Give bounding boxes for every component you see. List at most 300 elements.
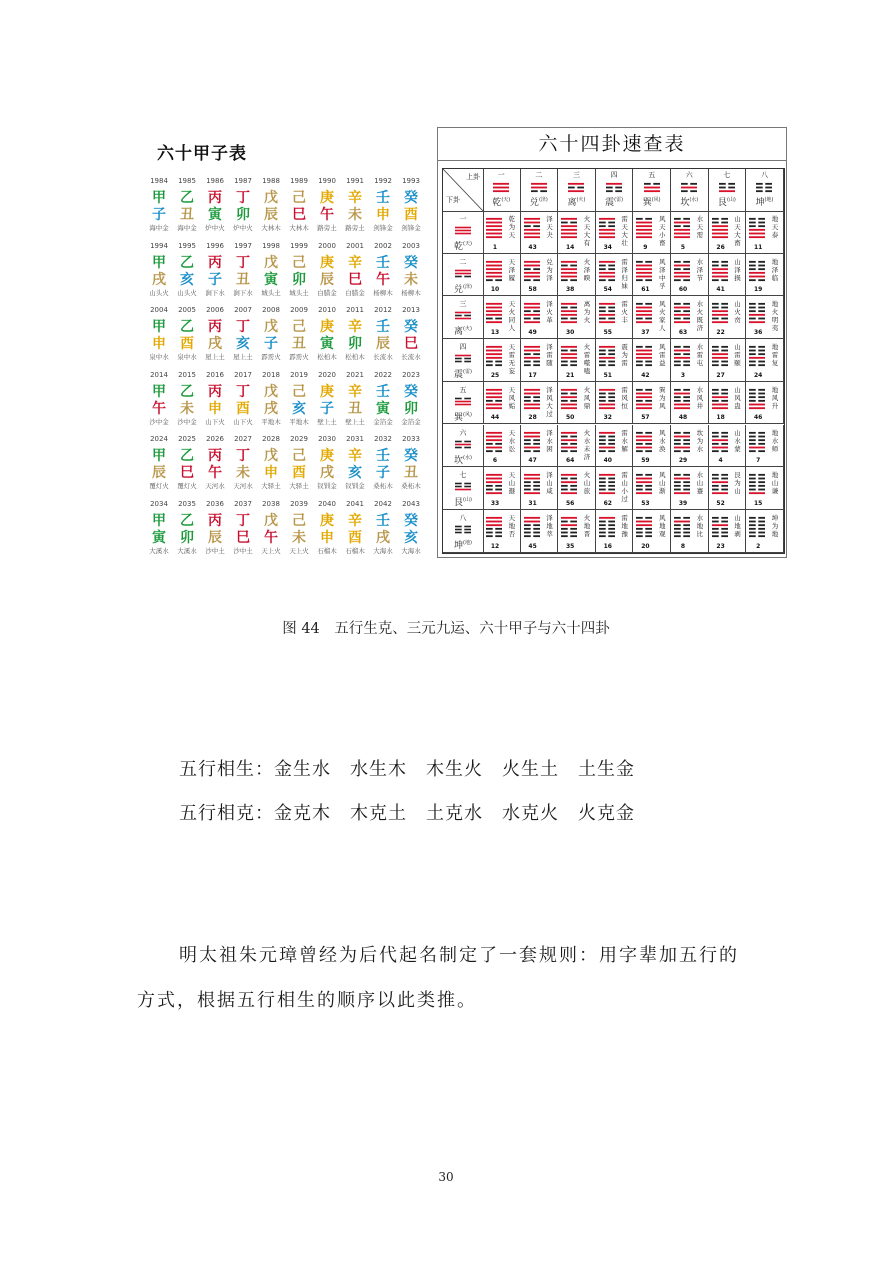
jiazi-cell	[285, 435, 313, 493]
hexagram-symbol	[636, 217, 652, 239]
jiazi-nayin: 天河水	[205, 482, 225, 491]
jiazi-zhi: 亥	[348, 465, 362, 482]
trigram-element: (地)	[463, 539, 472, 546]
jiazi-gan: 丙	[208, 319, 222, 336]
hexagram-cell	[521, 425, 559, 468]
hexagram-cell	[521, 467, 559, 510]
jiazi-year: 2011	[346, 306, 364, 315]
hexagram-name: 雷水解	[621, 428, 628, 453]
jiazi-cell	[341, 242, 369, 300]
jiazi-nayin: 平地木	[261, 417, 281, 426]
jiazi-nayin: 海中金	[177, 224, 197, 232]
hexagram-cell	[746, 296, 784, 339]
hexagram-cell	[483, 382, 521, 425]
jiazi-cell	[313, 306, 341, 364]
jiazi-nayin: 天上火	[289, 547, 309, 555]
trigram-symbol	[681, 182, 697, 194]
jiazi-year: 1998	[262, 241, 280, 250]
trigram-symbol	[644, 182, 660, 194]
hexagram-symbol	[561, 217, 577, 239]
jiazi-title: 六十甲子表	[157, 144, 247, 164]
trigram-name	[746, 195, 783, 208]
trigram-number: 一	[459, 215, 467, 223]
trigram-symbol	[531, 182, 547, 194]
trigram-name-text: 巽	[642, 198, 652, 208]
trigram-name: 震$^{(雷)}$	[454, 369, 472, 381]
jiazi-cell	[229, 242, 257, 300]
jiazi-zhi: 巳	[404, 336, 418, 353]
jiazi-cell	[173, 500, 201, 558]
hexagram-symbol	[636, 345, 652, 367]
jiazi-gan: 丙	[208, 448, 222, 465]
hexagram-number: 37	[641, 329, 650, 337]
hexagram-name: 地风升	[771, 385, 779, 410]
trigram-name: 离$^{(火)}$	[454, 326, 472, 338]
hexagram-number: 41	[716, 286, 725, 294]
jiazi-nayin: 大驿土	[261, 482, 281, 491]
jiazi-nayin: 剑锋金	[373, 224, 393, 232]
jiazi-year: 1987	[234, 177, 252, 185]
jiazi-nayin: 山下火	[205, 417, 225, 426]
hexagram-symbol	[674, 516, 690, 538]
trigram-symbol	[455, 440, 471, 452]
jiazi-cell	[369, 500, 397, 558]
jiazi-cell	[397, 306, 425, 364]
hexagram-cell	[596, 467, 634, 510]
hexagram-name: 风水涣	[658, 428, 666, 453]
hexagram-number: 18	[716, 414, 725, 422]
paragraph-line-1: 明太祖朱元璋曾经为后代起名制定了一套规则：用字辈加五行的	[179, 945, 739, 966]
hexagram-name: 水风井	[696, 385, 704, 410]
hexagram-cell	[671, 425, 709, 468]
jiazi-cell	[201, 371, 229, 429]
hexagram-cell	[596, 254, 634, 297]
hexagram-name: 泽火革	[546, 300, 553, 325]
hexagram-cell	[521, 339, 559, 382]
hexagram-number: 28	[528, 414, 537, 422]
hexagram-name: 水地比	[696, 513, 704, 538]
hexagram-cell	[558, 467, 596, 510]
hexagram-number: 59	[641, 457, 650, 465]
jiazi-nayin: 金箔金	[401, 417, 421, 426]
hexagram-number: 21	[566, 371, 575, 379]
jiazi-year: 1996	[206, 241, 224, 250]
hexagram-symbol	[561, 516, 577, 538]
hexagram-cell	[709, 296, 747, 339]
jiazi-cell	[201, 435, 229, 493]
upper-trigram-header	[521, 169, 559, 212]
hexagram-name: 泽地萃	[546, 513, 553, 538]
hexagram-symbol	[561, 302, 577, 324]
jiazi-cell	[257, 500, 285, 558]
trigram-name	[671, 195, 708, 208]
jiazi-gan: 壬	[376, 448, 390, 465]
hexagram-number: 32	[603, 414, 612, 422]
jiazi-year: 2031	[346, 435, 364, 444]
hexagram-number: 56	[566, 499, 575, 507]
hexagram-cell	[483, 425, 521, 468]
hexagram-number: 44	[490, 414, 500, 422]
jiazi-gan: 己	[292, 383, 306, 400]
jiazi-gan: 己	[292, 190, 306, 206]
jiazi-gan: 丙	[208, 383, 222, 400]
trigram-element: (风)	[463, 411, 472, 418]
jiazi-year: 2036	[206, 500, 224, 508]
hexagram-number: 9	[643, 243, 648, 251]
hexagram-name: 风雷益	[658, 343, 666, 368]
jiazi-cell	[397, 242, 425, 300]
hexagram-cell	[483, 510, 521, 553]
jiazi-nayin: 钗钏金	[345, 482, 365, 491]
jiazi-nayin: 覆灯火	[149, 482, 169, 491]
hexagram-name: 雷山小过	[621, 471, 628, 504]
jiazi-year: 2007	[234, 306, 252, 315]
hexagram-cell	[483, 211, 521, 254]
hexagram-symbol	[636, 516, 652, 538]
gua-table	[437, 127, 787, 558]
jiazi-zhi: 亥	[404, 530, 418, 546]
jiazi-cell	[397, 435, 425, 493]
hexagram-cell	[709, 425, 747, 468]
hexagram-name: 泽山咸	[546, 471, 553, 496]
hexagram-symbol	[749, 516, 765, 538]
trigram-name-text: 震	[605, 198, 615, 208]
trigram-symbol	[455, 354, 471, 366]
hexagram-cell	[671, 254, 709, 297]
hexagram-symbol	[674, 431, 690, 453]
hexagram-number: 4	[718, 457, 723, 465]
jiazi-nayin: 钗钏金	[317, 482, 337, 491]
hexagram-cell	[483, 467, 521, 510]
hexagram-cell	[633, 296, 671, 339]
hexagram-name: 离为火	[583, 300, 591, 325]
jiazi-cell	[397, 177, 425, 235]
gua-title: 六十四卦速查表	[438, 128, 786, 161]
hexagram-name: 地泽临	[771, 257, 779, 282]
jiazi-gan: 甲	[152, 190, 166, 206]
upper-trigram-header	[709, 169, 747, 212]
jiazi-nayin: 壁上土	[345, 417, 365, 426]
paragraph-line-2: 方式，根据五行相生的顺序以此类推。	[137, 990, 477, 1011]
jiazi-cell	[201, 177, 229, 235]
jiazi-zhi: 戌	[376, 530, 390, 546]
trigram-name-text: 坎	[680, 198, 690, 208]
hexagram-cell	[558, 382, 596, 425]
jiazi-zhi: 寅	[152, 530, 166, 546]
hexagram-symbol	[636, 473, 652, 495]
hexagram-name: 天雷无妄	[508, 343, 516, 376]
trigram-symbol	[455, 525, 471, 537]
trigram-symbol	[719, 182, 735, 194]
hexagram-number: 40	[603, 457, 612, 465]
jiazi-nayin: 壁上土	[317, 417, 337, 426]
jiazi-gan: 丙	[208, 513, 222, 529]
hexagram-name: 水山蹇	[696, 471, 704, 496]
hexagram-name: 泽风大过	[546, 385, 553, 418]
gua-corner	[443, 169, 484, 212]
jiazi-gan: 己	[292, 448, 306, 465]
hexagram-number: 57	[641, 414, 650, 422]
trigram-number: 三	[572, 171, 580, 179]
jiazi-block	[145, 242, 425, 300]
jiazi-year: 1984	[150, 177, 168, 185]
hexagram-number: 25	[490, 371, 500, 379]
hexagram-symbol	[712, 431, 728, 453]
jiazi-zhi: 申	[264, 465, 278, 482]
jiazi-gan: 乙	[180, 254, 194, 271]
jiazi-year: 2018	[262, 370, 280, 379]
jiazi-nayin: 松柏木	[345, 353, 365, 362]
jiazi-zhi: 申	[208, 400, 222, 417]
trigram-number: 三	[459, 300, 467, 309]
jiazi-year: 2037	[234, 500, 252, 508]
jiazi-cell	[313, 435, 341, 493]
jiazi-gan: 壬	[376, 319, 390, 336]
hexagram-name: 地水师	[771, 428, 779, 453]
jiazi-zhi: 巳	[292, 207, 306, 223]
jiazi-nayin: 城头土	[289, 288, 309, 297]
jiazi-gan: 戊	[264, 448, 278, 465]
jiazi-zhi: 辰	[264, 207, 278, 223]
jiazi-zhi: 申	[376, 207, 390, 223]
hexagram-name: 风天小畜	[658, 215, 666, 247]
jiazi-year: 2029	[290, 435, 308, 444]
hexagram-symbol	[599, 217, 615, 239]
hexagram-cell	[521, 254, 559, 297]
trigram-number: 四	[459, 343, 467, 352]
jiazi-cell	[313, 500, 341, 558]
upper-trigram-header	[596, 169, 634, 212]
jiazi-year: 2034	[150, 500, 168, 508]
hexagram-number: 61	[641, 286, 650, 294]
jiazi-gan: 丁	[236, 319, 250, 336]
hexagram-name: 巽为风	[658, 385, 666, 410]
hexagram-number: 62	[603, 499, 612, 507]
trigram-name: 坤$^{(地)}$	[454, 539, 472, 551]
jiazi-year: 2005	[178, 306, 196, 315]
hexagram-symbol	[674, 217, 690, 239]
hexagram-name: 天风姤	[508, 385, 516, 410]
jiazi-nayin: 天河水	[233, 482, 253, 491]
jiazi-nayin: 屋上土	[233, 353, 253, 362]
jiazi-nayin: 杨柳木	[401, 288, 421, 297]
upper-trigram-header	[633, 169, 671, 212]
jiazi-nayin: 涧下水	[205, 288, 225, 297]
jiazi-year: 2012	[374, 306, 392, 315]
hexagram-number: 51	[603, 371, 612, 379]
jiazi-year: 1991	[346, 177, 364, 185]
jiazi-year: 2009	[290, 306, 308, 315]
jiazi-gan: 辛	[348, 448, 362, 465]
hexagram-symbol	[712, 345, 728, 367]
hexagram-cell	[746, 211, 784, 254]
trigram-symbol	[756, 182, 772, 194]
jiazi-gan: 戊	[264, 190, 278, 206]
jiazi-year: 2023	[402, 370, 420, 379]
hexagram-name: 雷地豫	[621, 513, 628, 538]
jiazi-zhi: 辰	[208, 530, 222, 546]
hexagram-symbol	[749, 431, 765, 453]
jiazi-gan: 乙	[180, 513, 194, 529]
jiazi-gan: 丁	[236, 254, 250, 271]
hexagram-number: 58	[528, 286, 537, 294]
hexagram-cell	[521, 510, 559, 553]
trigram-name-text: 离	[567, 198, 577, 208]
jiazi-gan: 乙	[180, 448, 194, 465]
hexagram-symbol	[599, 302, 615, 324]
trigram-element: (泽)	[463, 283, 472, 290]
trigram-element: (山)	[463, 497, 472, 504]
jiazi-gan: 丁	[236, 513, 250, 529]
trigram-number: 八	[459, 513, 467, 522]
hexagram-number: 8	[680, 542, 686, 550]
jiazi-gan: 甲	[152, 513, 166, 529]
jiazi-cell	[341, 177, 369, 235]
jiazi-year: 2043	[402, 500, 420, 508]
hexagram-symbol	[674, 473, 690, 495]
jiazi-year: 2000	[318, 241, 336, 250]
hexagram-cell	[671, 296, 709, 339]
hexagram-cell	[596, 382, 634, 425]
jiazi-gan: 辛	[348, 513, 362, 529]
jiazi-zhi: 卯	[348, 336, 362, 353]
trigram-name-text: 兑	[529, 198, 539, 208]
jiazi-nayin: 金箔金	[373, 417, 393, 426]
hexagram-number: 26	[716, 243, 725, 251]
hexagram-number: 20	[641, 542, 650, 550]
jiazi-zhi: 子	[320, 400, 334, 417]
jiazi-cell	[397, 500, 425, 558]
hexagram-symbol	[486, 345, 502, 367]
jiazi-cell	[229, 306, 257, 364]
trigram-element: (水)	[689, 197, 699, 203]
hexagram-cell	[746, 467, 784, 510]
jiazi-year: 2006	[206, 306, 224, 315]
jiazi-zhi: 亥	[236, 336, 250, 353]
hexagram-symbol	[599, 431, 615, 453]
hexagram-number: 2	[756, 542, 761, 550]
hexagram-cell	[709, 211, 747, 254]
jiazi-zhi: 戌	[208, 336, 222, 353]
jiazi-zhi: 酉	[404, 207, 418, 223]
hexagram-name: 水天需	[696, 215, 704, 239]
jiazi-year: 2032	[374, 435, 392, 444]
hexagram-cell	[596, 339, 634, 382]
jiazi-cell	[369, 306, 397, 364]
hexagram-number: 30	[566, 329, 575, 337]
jiazi-year: 1986	[206, 177, 224, 185]
lower-trigram-header	[443, 467, 484, 510]
hexagram-symbol	[636, 388, 652, 410]
jiazi-year: 2027	[234, 435, 252, 444]
hexagram-number: 19	[754, 286, 763, 294]
jiazi-nayin: 泉中水	[177, 353, 197, 362]
hexagram-symbol	[486, 388, 502, 410]
jiazi-nayin: 大溪水	[149, 547, 169, 555]
jiazi-nayin: 沙中土	[205, 547, 225, 555]
jiazi-year: 2021	[346, 370, 364, 379]
jiazi-zhi: 午	[152, 400, 166, 417]
jiazi-nayin: 涧下水	[233, 288, 253, 297]
hexagram-name: 天水讼	[508, 428, 516, 453]
jiazi-year: 1994	[150, 241, 168, 250]
hexagram-symbol	[524, 516, 540, 538]
jiazi-year: 2019	[290, 370, 308, 379]
hexagram-cell	[558, 510, 596, 553]
jiazi-gan: 甲	[152, 448, 166, 465]
jiazi-cell	[145, 435, 173, 493]
hexagram-symbol	[749, 388, 765, 410]
hexagram-name: 山地剥	[734, 513, 741, 538]
jiazi-cell	[369, 242, 397, 300]
jiazi-zhi: 子	[376, 465, 390, 482]
jiazi-zhi: 巳	[236, 530, 250, 546]
hexagram-symbol	[599, 260, 615, 282]
jiazi-gan: 丁	[236, 383, 250, 400]
jiazi-year: 2004	[150, 306, 168, 315]
hexagram-number: 60	[678, 286, 688, 294]
hexagram-name: 泽雷随	[546, 343, 553, 368]
jiazi-cell	[257, 177, 285, 235]
hexagram-number: 27	[716, 371, 725, 379]
trigram-element: (雷)	[614, 197, 624, 203]
hexagram-cell	[596, 211, 634, 254]
trigram-symbol	[606, 182, 622, 194]
trigram-number: 五	[459, 385, 467, 394]
hexagram-name: 雷天大壮	[621, 215, 628, 247]
trigram-name	[483, 195, 520, 208]
jiazi-nayin: 松柏木	[317, 353, 337, 362]
jiazi-gan: 癸	[404, 319, 418, 336]
jiazi-block	[145, 306, 425, 364]
hexagram-cell	[709, 510, 747, 553]
trigram-name: 巽$^{(风)}$	[454, 411, 472, 423]
hexagram-symbol	[599, 473, 615, 495]
jiazi-zhi: 未	[404, 271, 418, 288]
jiazi-nayin: 剑锋金	[401, 224, 421, 232]
hexagram-cell	[483, 254, 521, 297]
jiazi-zhi: 午	[264, 530, 278, 546]
hexagram-number: 63	[678, 329, 688, 337]
jiazi-cell	[229, 371, 257, 429]
jiazi-nayin: 泉中水	[149, 353, 169, 362]
jiazi-year: 1990	[318, 177, 336, 185]
jiazi-zhi: 丑	[348, 400, 362, 417]
trigram-element: (雷)	[463, 369, 472, 376]
corner-bottom-label: 下卦	[446, 196, 460, 204]
jiazi-cell	[369, 371, 397, 429]
jiazi-cell	[313, 177, 341, 235]
jiazi-year: 2041	[346, 500, 364, 508]
jiazi-year: 2010	[318, 306, 336, 315]
jiazi-cell	[257, 435, 285, 493]
jiazi-nayin: 平地木	[289, 417, 309, 426]
hexagram-symbol	[712, 302, 728, 324]
hexagram-cell	[633, 339, 671, 382]
hexagram-number: 53	[641, 499, 650, 507]
hexagram-number: 34	[603, 243, 612, 251]
jiazi-year: 1988	[262, 177, 280, 185]
jiazi-cell	[313, 371, 341, 429]
hexagram-cell	[558, 339, 596, 382]
hexagram-number: 50	[566, 414, 575, 422]
hexagram-number: 11	[754, 243, 763, 251]
jiazi-nayin: 路旁土	[317, 224, 337, 232]
page-number: 30	[438, 1170, 454, 1184]
jiazi-gan: 甲	[152, 319, 166, 336]
jiazi-nayin: 海中金	[149, 224, 169, 232]
hexagram-cell	[709, 254, 747, 297]
